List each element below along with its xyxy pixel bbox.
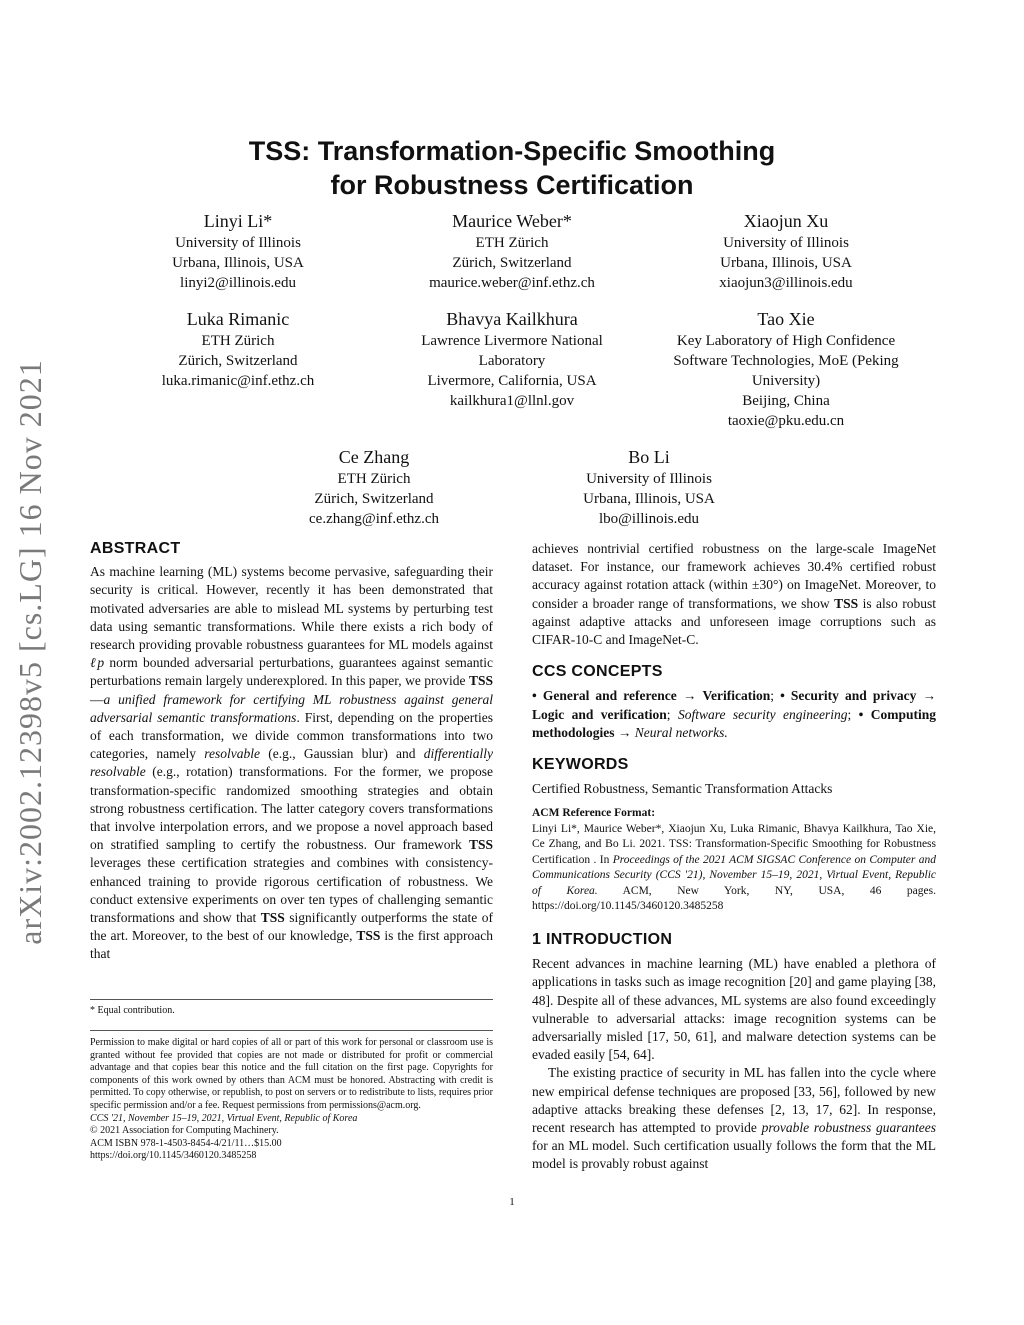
author-block-4 <box>108 308 368 391</box>
ccs-term: • Security and privacy <box>780 688 917 704</box>
arxiv-identifier: arXiv:2002.12398v5 [cs.LG] 16 Nov 2021 <box>12 359 48 945</box>
title-line-1: TSS: Transformation-Specific Smoothing <box>248 136 776 166</box>
acm-reference <box>532 806 936 915</box>
author-affiliation: ETH Zürich <box>475 235 549 251</box>
author-email: ce.zhang@inf.ethz.ch <box>309 511 439 527</box>
author-block-7 <box>244 446 504 529</box>
ccs-sep: ; <box>847 706 859 722</box>
author-location: Urbana, Illinois, USA <box>583 491 715 507</box>
author-affiliation: ETH Zürich <box>337 471 411 487</box>
tss-name: TSS <box>834 595 859 611</box>
author-name: Tao Xie <box>757 309 815 329</box>
author-affiliation: University of Illinois <box>723 235 849 251</box>
intro-emphasis: provable robustness guarantees <box>761 1119 936 1135</box>
abstract-part: (e.g., rotation) transformations. For the former, we propose transformation-specific randomized smoothing strategies and obtain strong robustness certification. The latter category covers transformations that involve interpolation errors, and we propose a novel approach based on stratified sampling to certify the robustness. Our framework <box>90 764 493 853</box>
abstract-part: is also robust against adaptive attacks and unforeseen image corruptions such as CIFAR-10-C and ImageNet-C. <box>532 595 936 648</box>
abstract-continued <box>532 540 936 649</box>
author-location: Zürich, Switzerland <box>452 255 572 271</box>
conference-line <box>90 1113 493 1126</box>
acm-ref-part: ACM, New York, NY, USA, 46 pages. https://doi.org/10.1145/3460120.3485258 <box>532 884 936 913</box>
author-affiliation: University of Illinois <box>175 235 301 251</box>
author-email: luka.rimanic@inf.ethz.ch <box>161 373 315 389</box>
author-block-8 <box>519 446 779 529</box>
author-block-6 <box>656 308 916 431</box>
tss-name: TSS <box>468 673 493 689</box>
intro-part: The existing practice of security in ML has fallen into the cycle where new empirical defense techniques are proposed [33, 56], followed by new adaptive attacks breaking these defenses [2, 13, 17, 62]. In response, recent research has attempted to provide <box>532 1065 936 1135</box>
author-email: kailkhura1@llnl.gov <box>449 393 575 409</box>
acm-ref-part: Linyi Li*, Maurice Weber*, Xiaojun Xu, Luka Rimanic, Bhavya Kailkhura, Tao Xie, Ce Zhang, and Bo Li. 2021. TSS: Transformation-Specific Smoothing for Robustness Certification . In <box>532 822 936 866</box>
arrow-icon: → <box>614 724 635 740</box>
author-affiliation: Lawrence Livermore National <box>421 333 603 349</box>
author-email: xiaojun3@illinois.edu <box>719 275 853 291</box>
arrow-icon: → <box>676 688 703 704</box>
intro-paragraph-1: Recent advances in machine learning (ML) have enabled a plethora of applications in tasks such as image recognition [20] and game playing [38, 48]. Despite all of these advances, ML systems are also found exceedingly vulnerable to adversarial attacks: image recognition systems can be adversarially misled [17, 50, 61], and malware detection systems can be evaded easily [54, 64]. <box>532 956 936 1063</box>
abstract-text <box>90 563 493 963</box>
page-number: 1 <box>509 1196 515 1208</box>
author-block-2 <box>382 210 642 293</box>
title-line-2: for Robustness Certification <box>330 170 694 200</box>
footnote: * Equal contribution. <box>90 1005 175 1016</box>
author-location: Urbana, Illinois, USA <box>172 255 304 271</box>
lp-symbol: ℓp <box>90 655 105 671</box>
author-affiliation: ETH Zürich <box>201 333 275 349</box>
keywords: Certified Robustness, Semantic Transformation Attacks <box>532 781 833 797</box>
ccs-term: • Computing methodologies <box>532 706 936 740</box>
abstract-part: achieves nontrivial certified robustness on the large-scale ImageNet dataset. For instance, our framework achieves 30.4% certified robust accuracy against rotation attack (within ±30°) on ImageNet. Moreover, to consider a broader range of transformations, we show <box>532 541 936 611</box>
abstract-heading: ABSTRACT <box>90 540 181 557</box>
acm-reference-text <box>532 822 936 915</box>
author-name: Linyi Li* <box>203 211 273 231</box>
abstract-part: . First, depending on the properties of each transformation, we divide common transformations into two categories, namely <box>90 709 493 762</box>
author-name: Xiaojun Xu <box>743 211 829 231</box>
acm-ref-proceedings: Proceedings of the 2021 ACM SIGSAC Conference on Computer and Communications Security (CCS '21), November 15–19, 2021, Virtual Event, Republic of Korea. <box>532 853 936 897</box>
author-block-5 <box>382 308 642 411</box>
author-affiliation: Software Technologies, MoE (Peking <box>673 353 899 369</box>
author-location: Zürich, Switzerland <box>314 491 434 507</box>
right-column <box>532 540 936 1174</box>
abstract-part: is the first approach that <box>90 928 493 962</box>
abstract-part: (e.g., Gaussian blur) and <box>260 746 424 762</box>
author-location: Zürich, Switzerland <box>178 353 298 369</box>
ccs-term: Logic and verification <box>532 706 667 722</box>
abstract-emphasis: a unified framework for certifying ML robustness against general adversarial semantic transformations <box>90 691 493 725</box>
abstract-part: significantly outperforms the state of the art. Moreover, to the best of our knowledge, <box>90 910 493 944</box>
author-affiliation: Laboratory <box>478 353 546 369</box>
ccs-term: Verification <box>702 688 771 704</box>
author-location: Beijing, China <box>742 393 830 409</box>
paper-title <box>0 134 1024 202</box>
author-affiliation: University) <box>751 373 821 389</box>
left-column <box>90 540 493 964</box>
tss-name: TSS <box>260 910 285 926</box>
abstract-part: — <box>90 691 104 707</box>
permission-block <box>90 1037 493 1163</box>
author-name: Bhavya Kailkhura <box>446 309 578 329</box>
ccs-term: Software security engineering <box>677 706 848 722</box>
abstract-emphasis: differentially resolvable <box>90 746 493 780</box>
author-affiliation: Key Laboratory of High Confidence <box>676 333 896 349</box>
footnote-rule <box>90 999 493 1000</box>
author-block-1 <box>108 210 368 293</box>
author-name: Luka Rimanic <box>186 309 290 329</box>
author-email: taoxie@pku.edu.cn <box>727 413 845 429</box>
author-email: lbo@illinois.edu <box>598 511 700 527</box>
ccs-term: Neural networks. <box>634 724 728 740</box>
abstract-emphasis: resolvable <box>204 746 261 762</box>
author-name: Maurice Weber* <box>452 211 572 231</box>
tss-name: TSS <box>468 837 493 853</box>
doi-line: https://doi.org/10.1145/3460120.3485258 <box>90 1150 257 1162</box>
ccs-sep: ; <box>770 688 781 704</box>
author-affiliation: University of Illinois <box>586 471 712 487</box>
abstract-part: norm bounded adversarial perturbations, guarantees against semantic perturbations remain largely underexplored. In this paper, we provide <box>90 655 493 689</box>
keywords-heading: KEYWORDS <box>532 756 629 774</box>
author-location: Urbana, Illinois, USA <box>720 255 852 271</box>
abstract-part: leverages these certification strategies and combines with consistency-enhanced training to provide rigorous certification of robustness. We conduct extensive experiments on over ten types of challenging semantic transformations and show that <box>90 855 493 926</box>
author-email: maurice.weber@inf.ethz.ch <box>429 275 595 291</box>
ccs-concepts <box>532 687 936 742</box>
ccs-sep: ; <box>666 706 678 722</box>
permission-rule <box>90 1030 493 1031</box>
author-name: Ce Zhang <box>338 447 410 467</box>
abstract-part: As machine learning (ML) systems become pervasive, safeguarding their security is critical. However, recently it has been demonstrated that motivated adversaries are able to mislead ML systems by perturbing test data using semantic transformations. While there exists a rich body of research providing provable robustness guarantees for ML models against <box>90 564 493 653</box>
author-name: Bo Li <box>628 447 670 467</box>
introduction-heading: 1 INTRODUCTION <box>532 930 673 948</box>
acm-reference-heading: ACM Reference Format: <box>532 807 656 820</box>
intro-paragraph-2 <box>532 1064 936 1173</box>
ccs-heading: CCS CONCEPTS <box>532 663 663 681</box>
conference-text: CCS '21, November 15–19, 2021, Virtual Event, Republic of Korea <box>90 1112 358 1124</box>
intro-part: for an ML model. Such certification usually follows the form that the ML model is provably robust against <box>532 1138 936 1172</box>
arrow-icon: → <box>916 688 936 704</box>
author-block-3 <box>656 210 916 293</box>
copyright-line: © 2021 Association for Computing Machinery. <box>90 1125 279 1137</box>
author-email: linyi2@illinois.edu <box>180 275 296 291</box>
ccs-term: • General and reference <box>532 688 677 704</box>
tss-name: TSS <box>356 928 381 944</box>
isbn-line: ACM ISBN 978-1-4503-8454-4/21/11…$15.00 <box>90 1137 282 1149</box>
author-location: Livermore, California, USA <box>427 373 597 389</box>
permission-text: Permission to make digital or hard copies of all or part of this work for personal or classroom use is granted without fee provided that copies are not made or distributed for profit or commercial advantage and that copies bear this notice and the full citation on the first page. Copyrights for components of this work owned by others than ACM must be honored. Abstracting with credit is permitted. To copy otherwise, or republish, to post on servers or to redistribute to lists, requires prior specific permission and/or a fee. Request permissions from permissions@acm.org. <box>90 1037 493 1111</box>
